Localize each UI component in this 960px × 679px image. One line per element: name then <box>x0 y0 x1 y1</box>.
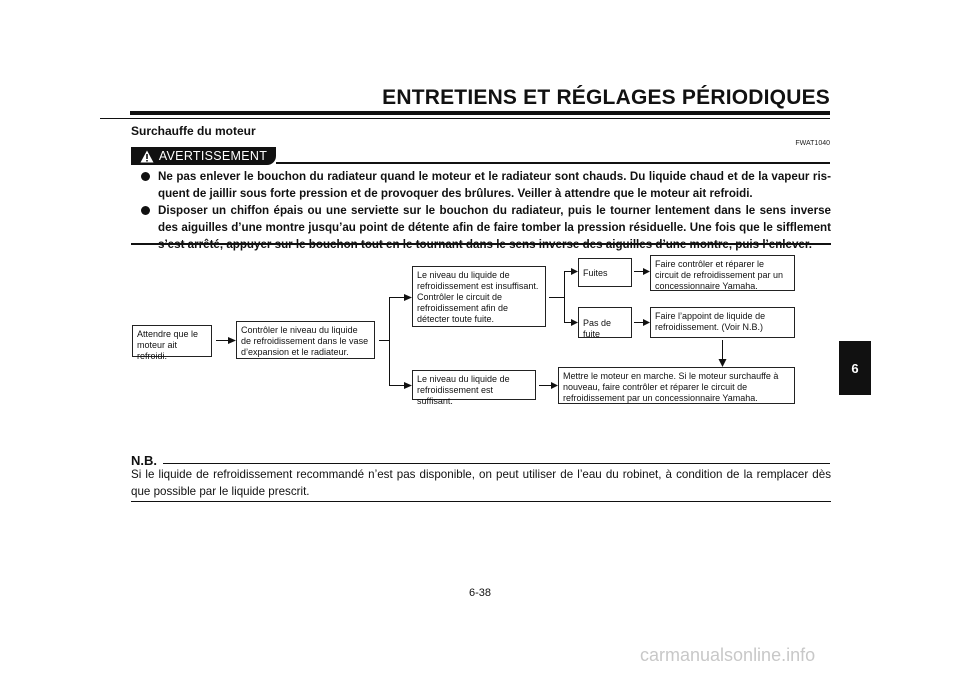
flow-sufficient-box: Le niveau du liquide de refroidissement est suffisant. <box>412 370 536 400</box>
arrowhead-icon <box>643 268 650 275</box>
note-rule-top <box>163 463 830 464</box>
arrowhead-icon <box>404 382 412 389</box>
note-text: Si le liquide de refroidissement recommandé n’est pas disponible, on peut utiliser de l’eau du robinet, à condition de la remplacer dès que possible par le liquide prescrit. <box>131 468 831 498</box>
watermark: carmanualsonline.info <box>640 645 816 665</box>
flow-insufficient-box: Le niveau du liquide de refroidissement est insuffisant. Contrôler le circuit de refroidissement afin de détecter toute fuite. <box>412 266 546 327</box>
warning-item: Ne pas enlever le bouchon du radiateur quand le moteur et le radiateur sont chauds. Du liquide chaud et de la vapeur risquent de jaillir sous forte pression et de provoquer des brûlures. Veiller à attendre que le moteur ait refroidi. <box>141 168 831 202</box>
arrowhead-icon <box>571 319 578 326</box>
chapter-tab: 6 <box>839 341 871 395</box>
flow-start-box: Attendre que le moteur ait refroidi. <box>132 325 212 357</box>
flow-check-level-box: Contrôler le niveau du liquide de refroidissement dans le vase d’expansion et le radiateur. <box>236 321 375 359</box>
flow-restart-box: Mettre le moteur en marche. Si le moteur surchauffe à nouveau, faire contrôler et réparer le circuit de refroidissement par un concessionnaire Yamaha. <box>558 367 795 404</box>
flow-leaks-box: Fuites <box>578 258 632 287</box>
reference-code: FWAT1040 <box>795 140 830 147</box>
page-header-title: ENTRETIENS ET RÉGLAGES PÉRIODIQUES <box>382 86 830 109</box>
arrowhead-icon <box>551 382 558 389</box>
flow-topup-box: Faire l’appoint de liquide de refroidissement. (Voir N.B.) <box>650 307 795 338</box>
arrowhead-icon <box>719 359 727 367</box>
warning-item: Disposer un chiffon épais ou une serviette sur le bouchon du radiateur, puis le tourner lentement dans le sens inverse des aiguilles d’une montre jusqu’au point de détente afin de faire tomber la pression résiduelle. Une fois que le sifflement <box>141 202 831 253</box>
flow-repair-box: Faire contrôler et réparer le circuit de refroidissement par un concessionnaire Yamaha. <box>650 255 795 291</box>
section-title: Surchauffe du moteur <box>131 124 256 138</box>
arrowhead-icon <box>228 337 236 344</box>
page-number: 6-38 <box>468 587 492 599</box>
arrowhead-icon <box>571 268 578 275</box>
flow-no-leak-box: Pas de fuite <box>578 307 632 338</box>
warning-label: AVERTISSEMENT <box>158 149 268 163</box>
arrowhead-icon <box>404 294 412 301</box>
note-rule-bottom <box>131 501 831 502</box>
note-label: N.B. <box>131 453 157 468</box>
arrowhead-icon <box>643 319 650 326</box>
